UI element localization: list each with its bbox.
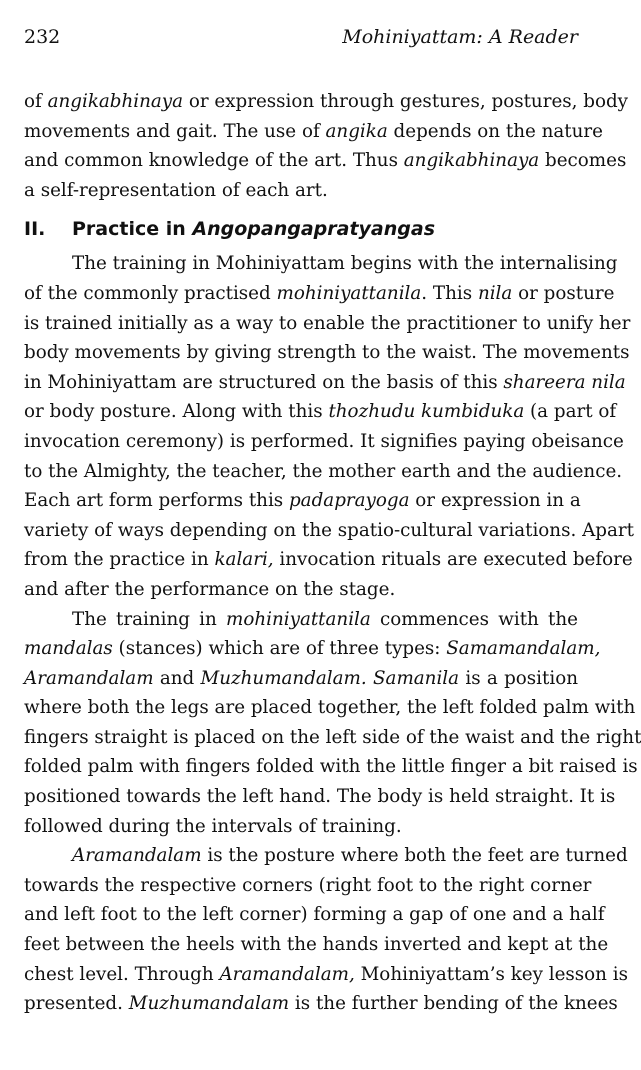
text-line bbox=[24, 634, 601, 664]
text-line bbox=[24, 87, 629, 117]
italic-term: mandalas bbox=[24, 638, 113, 660]
section-title-italic: Angopangapratyangas bbox=[192, 218, 435, 241]
section-title-plain: Practice in bbox=[72, 218, 193, 241]
text-run: invocation ceremony) is performed. It signifies paying obeisance bbox=[24, 430, 624, 452]
text-run: to the Almighty, the teacher, the mother earth and the audience. bbox=[24, 460, 623, 482]
text-run: of the commonly practised bbox=[24, 282, 277, 304]
text-run: body movements by giving strength to the waist. The movements bbox=[24, 342, 630, 364]
text-run: The training in bbox=[72, 608, 227, 630]
text-run: chest level. Through bbox=[24, 963, 220, 985]
text-run: and after the performance on the stage. bbox=[24, 578, 396, 600]
text-line bbox=[24, 176, 578, 206]
text-line bbox=[24, 575, 578, 605]
text-line bbox=[24, 989, 618, 1019]
text-run: or posture bbox=[512, 282, 615, 304]
text-line bbox=[24, 930, 609, 960]
text-line bbox=[24, 368, 626, 398]
section-heading bbox=[24, 211, 578, 247]
text-line bbox=[24, 812, 578, 842]
text-run: followed during the intervals of training. bbox=[24, 815, 402, 837]
italic-term: angika bbox=[325, 120, 388, 142]
text-line bbox=[24, 279, 615, 309]
text-run: commences with the bbox=[370, 608, 578, 630]
italic-term: Aramandalam bbox=[24, 667, 154, 689]
italic-term: thozhudu kumbiduka bbox=[328, 401, 525, 423]
text-run: and bbox=[153, 667, 201, 689]
section-number: II. bbox=[24, 218, 46, 241]
text-run: feet between the heels with the hands inverted and kept at the bbox=[24, 934, 609, 956]
text-line bbox=[24, 486, 581, 516]
text-run: is a position bbox=[459, 667, 578, 689]
text-run: The training in Mohiniyattam begins with the internalising bbox=[72, 253, 618, 275]
text-line bbox=[24, 427, 624, 457]
text-run: is the further bending of the knees bbox=[289, 993, 618, 1015]
text-run: becomes bbox=[539, 150, 627, 172]
body-text bbox=[24, 87, 641, 1019]
text-run: (a part of bbox=[524, 401, 617, 423]
italic-term: mohiniyattanila bbox=[276, 282, 422, 304]
text-line bbox=[24, 309, 631, 339]
running-title: Mohiniyattam: A Reader bbox=[342, 26, 578, 48]
text-run: or expression through gestures, postures, body bbox=[183, 91, 629, 112]
text-line bbox=[24, 457, 623, 487]
text-line bbox=[24, 249, 618, 279]
text-line bbox=[24, 516, 634, 546]
italic-term: Muzhumandalam. bbox=[200, 667, 367, 689]
text-run: . This bbox=[421, 282, 478, 304]
text-run: invocation rituals are executed before bbox=[273, 549, 633, 571]
italic-term: Aramandalam bbox=[72, 845, 202, 867]
text-line bbox=[24, 338, 630, 368]
italic-term: angikabhinaya bbox=[47, 91, 184, 112]
text-run: or expression in a bbox=[409, 490, 581, 512]
text-line bbox=[24, 693, 636, 723]
text-run: Each art form performs this bbox=[24, 490, 289, 512]
italic-term: Muzhumandalam bbox=[128, 993, 290, 1015]
text-run: from the practice in bbox=[24, 549, 215, 571]
text-line bbox=[24, 397, 617, 427]
italic-term: angikabhinaya bbox=[403, 150, 540, 172]
text-run: and left foot to the left corner) forming a gap of one and a half bbox=[24, 904, 605, 926]
italic-term: Samamandalam, bbox=[446, 638, 601, 660]
page-number: 232 bbox=[24, 26, 61, 48]
text-line bbox=[24, 752, 638, 782]
text-line bbox=[24, 782, 616, 812]
text-run: of bbox=[24, 91, 48, 112]
text-run: towards the respective corners (right foot to the right corner bbox=[24, 874, 592, 896]
text-run: presented. bbox=[24, 993, 129, 1015]
text-line bbox=[24, 664, 578, 694]
text-run: or body posture. Along with this bbox=[24, 401, 329, 423]
italic-term: mohiniyattanila bbox=[226, 608, 371, 630]
text-run: and common knowledge of the art. Thus bbox=[24, 150, 404, 172]
text-line bbox=[24, 146, 627, 176]
text-run: in Mohiniyattam are structured on the basis of this bbox=[24, 371, 504, 393]
text-run: folded palm with fingers folded with the little finger a bit raised is bbox=[24, 756, 638, 778]
italic-term: Samanila bbox=[373, 667, 460, 689]
text-line bbox=[24, 545, 633, 575]
italic-term: nila bbox=[477, 282, 513, 304]
text-run: positioned towards the left hand. The body is held straight. It is bbox=[24, 786, 616, 808]
page-header bbox=[24, 26, 578, 56]
italic-term: shareera nila bbox=[503, 371, 626, 393]
text-line bbox=[24, 960, 629, 990]
text-line bbox=[24, 841, 628, 871]
text-run: fingers straight is placed on the left side of the waist and the right bbox=[24, 726, 641, 748]
text-line bbox=[24, 723, 641, 753]
italic-term: Aramandalam, bbox=[219, 963, 355, 985]
text-line bbox=[24, 900, 605, 930]
text-line bbox=[24, 871, 592, 901]
text-line bbox=[24, 605, 578, 635]
text-line bbox=[24, 117, 603, 147]
text-run: where both the legs are placed together, the left folded palm with bbox=[24, 697, 636, 719]
text-run: is the posture where both the feet are turned bbox=[201, 845, 628, 867]
text-run: movements and gait. The use of bbox=[24, 120, 326, 142]
text-run: a self-representation of each art. bbox=[24, 179, 328, 201]
text-run: (stances) which are of three types: bbox=[112, 638, 447, 660]
text-run: variety of ways depending on the spatio-cultural variations. Apart bbox=[24, 519, 634, 541]
text-run: depends on the nature bbox=[387, 120, 603, 142]
text-run: is trained initially as a way to enable the practitioner to unify her bbox=[24, 312, 631, 334]
text-run: Mohiniyattam’s key lesson is bbox=[354, 963, 629, 985]
italic-term: padaprayoga bbox=[288, 490, 410, 512]
italic-term: kalari, bbox=[214, 549, 274, 571]
